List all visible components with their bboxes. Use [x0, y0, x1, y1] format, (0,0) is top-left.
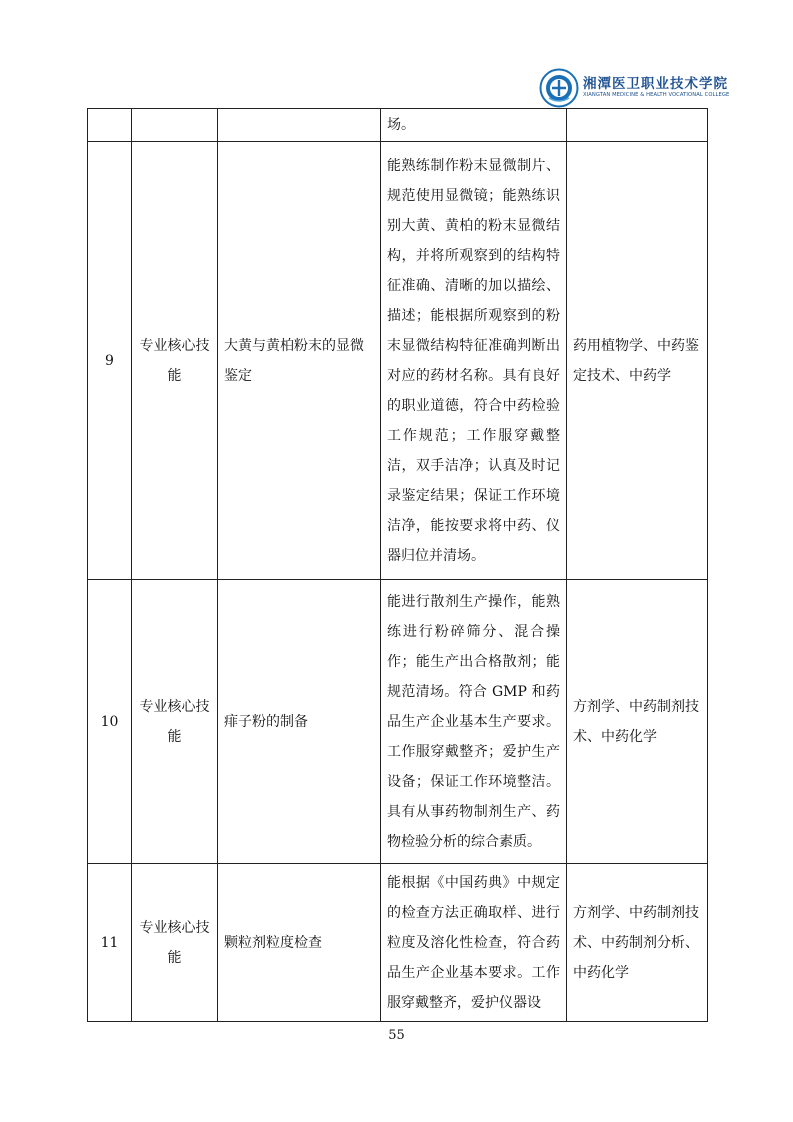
related-courses: 方剂学、中药制剂技术、中药化学 [567, 580, 708, 864]
table-row [88, 580, 708, 864]
skill-requirement: 能熟练制作粉末显微制片、规范使用显微镜；能熟练识别大黄、黄柏的粉末显微结构，并将所观察到的结构特征准确、清晰的加以描绘、描述；能根据所观察到的粉末显微结构特征准确判断出对应的药材名称。具有良好的职业道德，符合中药检验工作规范；工作服穿戴整洁，双手洁净；认真及时记录鉴定结果；保证工作环境洁净，能按要求将中药、仪器归位并清场。 [381, 142, 567, 580]
page-number: 55 [388, 1028, 405, 1043]
table-row [88, 864, 708, 1022]
row-number: 11 [88, 864, 132, 1022]
row-number: 10 [88, 580, 132, 864]
table-row [88, 142, 708, 580]
skill-item: 颗粒剂粒度检查 [218, 864, 381, 1022]
logo-english-name: XIANGTAN MEDICINE & HEALTH VOCATIONAL COLLEGE [583, 92, 730, 98]
table-row [88, 109, 708, 142]
row-number [88, 109, 132, 142]
skill-item: 痱子粉的制备 [218, 580, 381, 864]
skill-category: 专业核心技能 [132, 864, 218, 1022]
skill-category: 专业核心技能 [132, 580, 218, 864]
related-courses: 药用植物学、中药鉴定技术、中药学 [567, 142, 708, 580]
skill-requirement: 场。 [381, 109, 567, 142]
row-number: 9 [88, 142, 132, 580]
skill-item [218, 109, 381, 142]
skill-category [132, 109, 218, 142]
college-logo [539, 68, 730, 108]
skill-category: 专业核心技能 [132, 142, 218, 580]
skills-table [87, 108, 708, 1022]
related-courses [567, 109, 708, 142]
related-courses: 方剂学、中药制剂技术、中药制剂分析、中药化学 [567, 864, 708, 1022]
skill-requirement: 能进行散剂生产操作，能熟练进行粉碎筛分、混合操作；能生产出合格散剂；能规范清场。符合 GMP 和药品生产企业基本生产要求。工作服穿戴整齐；爱护生产设备；保证工作环境整洁。具有从事药物制剂生产、药物检验分析的综合素质。 [381, 580, 567, 864]
skill-item: 大黄与黄柏粉末的显微鉴定 [218, 142, 381, 580]
college-emblem-icon [539, 68, 579, 108]
logo-chinese-name: 湘潭医卫职业技术学院 [583, 76, 728, 92]
skill-requirement: 能根据《中国药典》中规定的检查方法正确取样、进行粒度及溶化性检查，符合药品生产企业基本要求。工作服穿戴整齐，爱护仪器设 [381, 864, 567, 1022]
